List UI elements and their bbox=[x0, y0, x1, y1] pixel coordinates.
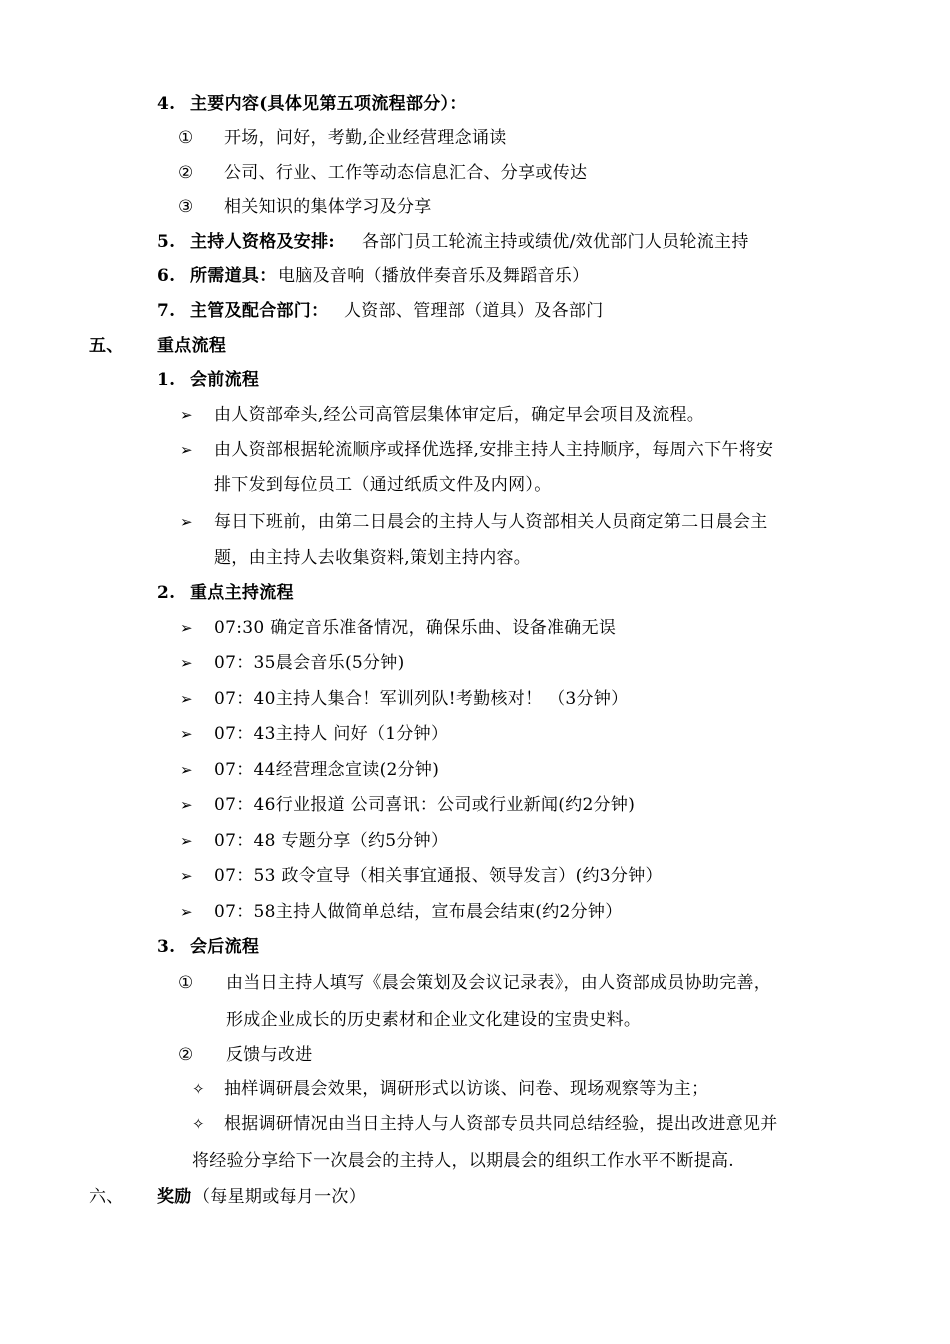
section-6-title: 奖励 bbox=[157, 1187, 192, 1207]
item-5-label: 主持人资格及安排: bbox=[190, 232, 335, 252]
process-3-title: 会后流程 bbox=[190, 937, 260, 957]
process-3-number: 3. bbox=[157, 937, 176, 957]
item-7-text: 人资部、管理部（道具）及各部门 bbox=[344, 301, 604, 321]
item-7-label: 主管及配合部门： bbox=[190, 301, 329, 321]
diamond-bullet-icon: ✧ bbox=[192, 1115, 205, 1133]
arrow-bullet-icon: ➢ bbox=[180, 832, 193, 850]
process-1-number: 1. bbox=[157, 370, 176, 390]
arrow-bullet-icon: ➢ bbox=[180, 725, 193, 743]
arrow-bullet-icon: ➢ bbox=[180, 513, 193, 531]
item-6-number: 6. bbox=[157, 266, 176, 286]
item-5-text: 各部门员工轮流主持或绩优/效优部门人员轮流主持 bbox=[362, 232, 749, 252]
arrow-bullet-icon: ➢ bbox=[180, 619, 193, 637]
item-6-label: 所需道具： bbox=[190, 266, 277, 286]
circled-number: ② bbox=[178, 163, 194, 183]
schedule-text: 07：43主持人 问好（1分钟） bbox=[214, 724, 449, 744]
circled-number: ③ bbox=[178, 197, 194, 217]
arrow-bullet-icon: ➢ bbox=[180, 796, 193, 814]
feedback-text: 将经验分享给下一次晨会的主持人，以期晨会的组织工作水平不断提高. bbox=[192, 1151, 735, 1171]
feedback-text: 根据调研情况由当日主持人与人资部专员共同总结经验，提出改进意见并 bbox=[224, 1114, 778, 1134]
process-3-sub-text: 由当日主持人填写《晨会策划及会议记录表》，由人资部成员协助完善， bbox=[226, 973, 772, 993]
item-4-number: 4. bbox=[157, 94, 176, 114]
section-6-number: 六、 bbox=[89, 1187, 124, 1207]
arrow-bullet-icon: ➢ bbox=[180, 441, 193, 459]
bullet-text: 题，由主持人去收集资料,策划主持内容。 bbox=[214, 548, 532, 568]
process-3-sub-text: 形成企业成长的历史素材和企业文化建设的宝贵史料。 bbox=[226, 1010, 642, 1030]
schedule-text: 07：48 专题分享（约5分钟） bbox=[214, 831, 449, 851]
arrow-bullet-icon: ➢ bbox=[180, 654, 193, 672]
diamond-bullet-icon: ✧ bbox=[192, 1080, 205, 1098]
bullet-text: 每日下班前，由第二日晨会的主持人与人资部相关人员商定第二日晨会主 bbox=[214, 512, 768, 532]
process-2-title: 重点主持流程 bbox=[190, 583, 294, 603]
arrow-bullet-icon: ➢ bbox=[180, 406, 193, 424]
item-4-sub-text: 相关知识的集体学习及分享 bbox=[224, 197, 432, 217]
circled-number: ① bbox=[178, 973, 194, 993]
arrow-bullet-icon: ➢ bbox=[180, 761, 193, 779]
schedule-text: 07:30 确定音乐准备情况，确保乐曲、设备准确无误 bbox=[214, 618, 617, 638]
process-1-title: 会前流程 bbox=[190, 370, 260, 390]
process-2-number: 2. bbox=[157, 583, 176, 603]
arrow-bullet-icon: ➢ bbox=[180, 690, 193, 708]
circled-number: ① bbox=[178, 128, 194, 148]
schedule-text: 07：58主持人做简单总结，宣布晨会结束(约2分钟） bbox=[214, 902, 623, 922]
process-3-sub-text: 反馈与改进 bbox=[226, 1045, 313, 1065]
arrow-bullet-icon: ➢ bbox=[180, 903, 193, 921]
section-6-note: （每星期或每月一次） bbox=[193, 1187, 366, 1207]
item-4-heading: 主要内容(具体见第五项流程部分）： bbox=[190, 94, 467, 114]
schedule-text: 07：44经营理念宣读(2分钟) bbox=[214, 760, 440, 780]
schedule-text: 07：40主持人集合！军训列队!考勤核对！ （3分钟） bbox=[214, 689, 629, 709]
item-6-text: 电脑及音响（播放伴奏音乐及舞蹈音乐） bbox=[278, 266, 590, 286]
schedule-text: 07：35晨会音乐(5分钟) bbox=[214, 653, 405, 673]
item-4-sub-text: 公司、行业、工作等动态信息汇合、分享或传达 bbox=[224, 163, 588, 183]
item-5-number: 5. bbox=[157, 232, 176, 252]
circled-number: ② bbox=[178, 1045, 194, 1065]
arrow-bullet-icon: ➢ bbox=[180, 867, 193, 885]
section-5-number: 五、 bbox=[89, 336, 124, 356]
item-7-number: 7. bbox=[157, 301, 176, 321]
bullet-text: 排下发到每位员工（通过纸质文件及内网）。 bbox=[214, 475, 552, 495]
bullet-text: 由人资部根据轮流顺序或择优选择,安排主持人主持顺序，每周六下午将安 bbox=[214, 440, 774, 460]
feedback-text: 抽样调研晨会效果，调研形式以访谈、问卷、现场观察等为主； bbox=[224, 1079, 709, 1099]
schedule-text: 07：53 政令宣导（相关事宜通报、领导发言）(约3分钟） bbox=[214, 866, 663, 886]
section-5-title: 重点流程 bbox=[157, 336, 227, 356]
bullet-text: 由人资部牵头,经公司高管层集体审定后，确定早会项目及流程。 bbox=[214, 405, 705, 425]
schedule-text: 07：46行业报道 公司喜讯：公司或行业新闻(约2分钟) bbox=[214, 795, 636, 815]
item-4-sub-text: 开场，问好，考勤,企业经营理念诵读 bbox=[224, 128, 507, 148]
